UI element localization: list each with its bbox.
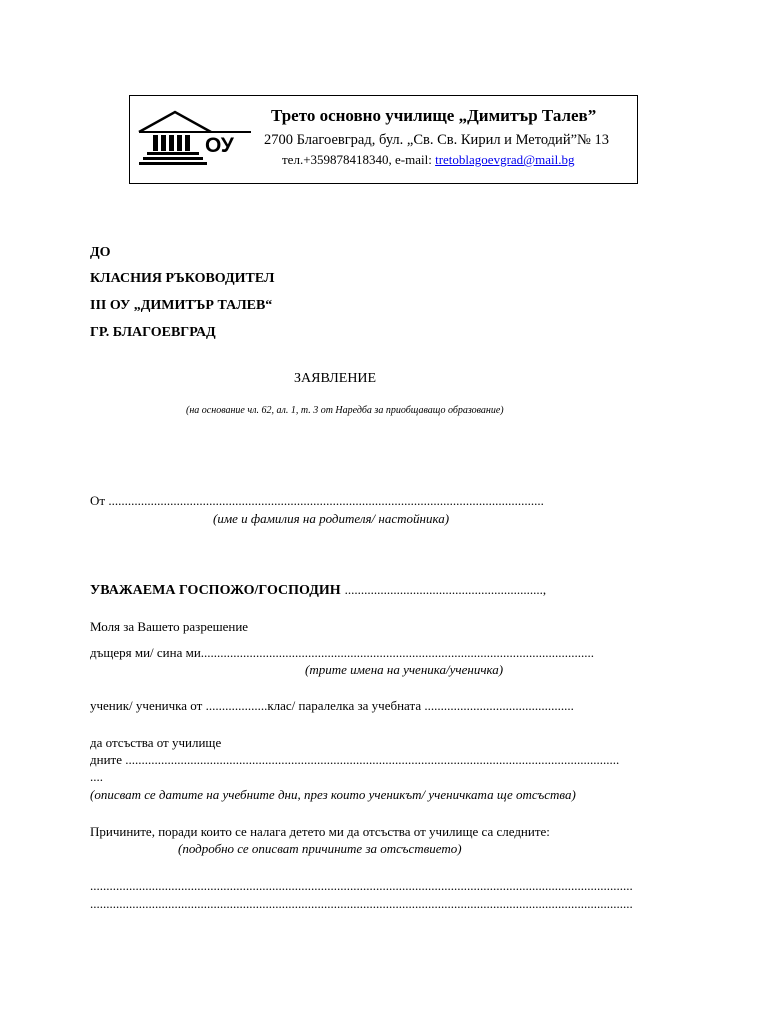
- child-blank[interactable]: .........................................................................................................................: [200, 645, 595, 660]
- days-label: дните: [90, 752, 126, 767]
- phone-text: тел.+359878418340, e-mail:: [282, 152, 436, 167]
- child-line[interactable]: [90, 645, 594, 661]
- child-label: дъщеря ми/ сина ми: [90, 645, 201, 660]
- days-hint: (описват се датите на учебните дни, през които ученикът/ ученичката ще отсъства): [90, 787, 576, 802]
- school-year-blank[interactable]: ..............................................: [424, 698, 574, 713]
- from-hint: (име и фамилия на родителя/ настойника): [213, 511, 450, 526]
- school-name: Трето основно училище „Димитър Талев”: [271, 106, 597, 125]
- from-blank[interactable]: ......................................................................................................................................: [108, 493, 544, 508]
- from-line[interactable]: [90, 493, 544, 509]
- class-blank[interactable]: ...................: [205, 698, 268, 713]
- legal-basis: (на основание чл. 62, ал. 1, т. 3 от Наредба за приобщаващо образование): [186, 405, 504, 416]
- request-text: Моля за Вашето разрешение: [90, 619, 249, 634]
- salutation-blank[interactable]: .............................................................,: [344, 582, 547, 597]
- school-address: 2700 Благоевград, бул. „Св. Св. Кирил и Методий”№ 13: [264, 132, 609, 148]
- letterhead: [129, 95, 638, 184]
- reasons-blank-2[interactable]: .......................................................................................................................................................................: [90, 896, 633, 911]
- reasons-label: Причините, поради които се налага детето ми да отсъства от училище са следните:: [90, 824, 550, 839]
- school-logo: [135, 108, 253, 168]
- addressee-school: III ОУ „ДИМИТЪР ТАЛЕВ“: [90, 298, 273, 313]
- document-title: ЗАЯВЛЕНИЕ: [294, 371, 377, 386]
- days-blank-continued[interactable]: ....: [90, 769, 103, 784]
- child-hint: (трите имена на ученика/ученичка): [305, 662, 504, 677]
- student-line[interactable]: [90, 698, 574, 714]
- reasons-hint: (подробно се описват причините за отсъствието): [178, 841, 462, 856]
- reasons-blank-1[interactable]: .......................................................................................................................................................................: [90, 878, 633, 893]
- salutation-label: УВАЖАЕМА ГОСПОЖО/ГОСПОДИН: [90, 583, 341, 598]
- student-label: ученик/ ученичка от: [90, 698, 206, 713]
- days-line[interactable]: [90, 752, 619, 768]
- school-year-label: клас/ паралелка за учебната: [267, 698, 425, 713]
- addressee-recipient: КЛАСНИЯ РЪКОВОДИТЕЛ: [90, 271, 275, 286]
- school-contact: [282, 152, 575, 168]
- addressee-to: ДО: [90, 245, 111, 260]
- email-link[interactable]: tretoblagoevgrad@mail.bg: [435, 152, 575, 167]
- days-blank[interactable]: ........................................................................................................................................................: [125, 752, 620, 767]
- salutation-line[interactable]: [90, 581, 546, 599]
- from-label: От: [90, 493, 106, 508]
- svg-text:ОУ: ОУ: [205, 134, 234, 157]
- addressee-city: ГР. БЛАГОЕВГРАД: [90, 325, 216, 340]
- absence-text: да отсъства от училище: [90, 735, 222, 750]
